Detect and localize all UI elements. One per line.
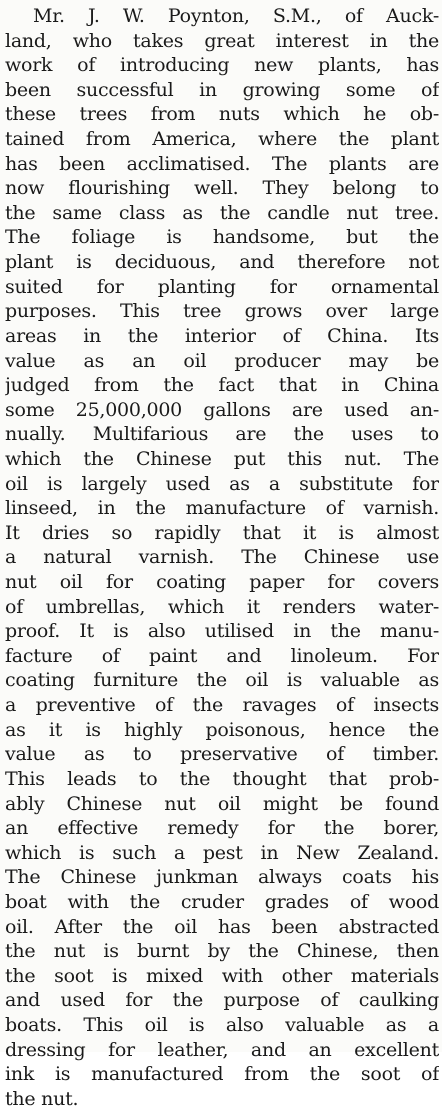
article-line: the soot is mixed with other materials [5,964,439,987]
article-line: the nut. [5,1087,79,1110]
article-line: linseed, in the manufacture of varnish. [5,497,439,520]
article-line: ink is manufactured from the soot of [5,1063,439,1086]
article-line: these trees from nuts which he ob- [5,103,439,126]
article-text [5,4,439,1111]
article-line: an effective remedy for the borer, [5,817,439,840]
article-line: which is such a pest in New Zealand. [5,841,439,864]
article-line: This leads to the thought that prob- [5,767,439,790]
article-line: the nut is burnt by the Chinese, then [5,940,439,963]
article-line: plant is deciduous, and therefore not [5,251,439,274]
article-line: facture of paint and linoleum. For [5,644,439,667]
article-line: a natural varnish. The Chinese use [5,546,439,569]
article-line: the same class as the candle nut tree. [5,201,439,224]
article-line: The foliage is handsome, but the [5,226,439,249]
article-line: oil. After the oil has been abstracted [5,915,439,938]
article-line: suited for planting for ornamental [5,275,439,298]
article-line: of umbrellas, which it renders water- [5,595,439,618]
article-line: has been acclimatised. The plants are [5,152,439,175]
article-line: boat with the cruder grades of wood [5,890,439,913]
article-line: which the Chinese put this nut. The [5,447,439,470]
article-line: boats. This oil is also valuable as a [5,1013,439,1036]
article-line: It dries so rapidly that it is almost [5,521,439,544]
article-line: as it is highly poisonous, hence the [5,718,439,741]
article-line: Mr. J. W. Poynton, S.M., of Auck- [33,5,439,27]
article-line: and used for the purpose of caulking [5,989,439,1012]
article-line: The Chinese junkman always coats his [5,866,439,889]
article-line: land, who takes great interest in the [5,29,439,52]
article-line: judged from the fact that in China [5,374,439,397]
article-line: now flourishing well. They belong to [5,177,439,200]
article-line: coating furniture the oil is valuable as [5,669,439,692]
article-line: value as to preservative of timber. [5,743,439,766]
article-line: value as an oil producer may be [5,349,439,372]
article-line: ably Chinese nut oil might be found [5,792,439,815]
article-line: nut oil for coating paper for covers [5,571,439,594]
article-line: been successful in growing some of [5,78,439,101]
article-line: a preventive of the ravages of insects [5,694,439,717]
article-line: dressing for leather, and an excellent [5,1038,439,1061]
article-line: proof. It is also utilised in the manu- [5,620,439,643]
article-line: some 25,000,000 gallons are used an- [5,398,439,421]
article-line: oil is largely used as a substitute for [5,472,439,495]
article-line: areas in the interior of China. Its [5,324,439,347]
article-line: nually. Multifarious are the uses to [5,423,439,446]
article-line: tained from America, where the plant [5,128,439,151]
article-line: purposes. This tree grows over large [5,300,439,323]
article-line: work of introducing new plants, has [5,54,439,77]
